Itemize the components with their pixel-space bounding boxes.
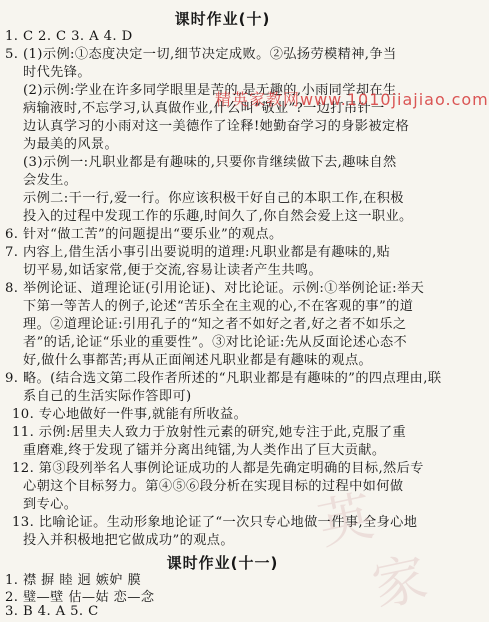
watermark-stamp: 家 — [366, 545, 433, 619]
answer-line: 为最美的风景。 — [23, 137, 119, 152]
answer-line: 下第一等苦人的例子,论述“苦乐全在主观的心,不在客观的事”的道 — [23, 299, 414, 314]
answer-line: 示例二:干一行,爱一行。你应该积极干好自己的本职工作,在积极 — [23, 191, 404, 206]
answer-line: 病输液时,不忘学习,认真做作业,什么叫“敬业”?一边打吊针一 — [23, 101, 385, 116]
watermark-stamp: 英 — [312, 483, 379, 557]
answer-line: 8. 举例论证、道理论证(引用论证)、对比论证。示例:①举例论证:举天 — [5, 281, 425, 296]
answer-line: 心朝这个目标努力。第④⑤⑥段分析在实现目标的过程中如何做 — [23, 479, 404, 494]
answer-line: 5. (1)示例:①态度决定一切,细节决定成败。②弘扬劳模精神,争当 — [5, 47, 397, 62]
answer-line: 10. 专心地做好一件事,就能有所收益。 — [12, 407, 248, 422]
answer-line: 投入的过程中发现工作的乐趣,时间久了,你自然会爱上这一职业。 — [23, 209, 413, 224]
answer-line: (2)示例:学业在许多同学眼里是苦的,是无趣的,小雨同学却在生 — [23, 83, 397, 98]
answer-line: 7. 内容上,借生活小事引出要说明的道理:凡职业都是有趣味的,贴 — [5, 245, 391, 260]
answer-line: 9. 略。(结合选文第二段作者所述的“凡职业都是有趣味的”的四点理由,联 — [5, 371, 442, 386]
answer-line: 投入并积极地把它做成功”的观点。 — [23, 533, 234, 548]
answer-line: 切平易,如话家常,便于交流,容易让读者产生共鸣。 — [23, 263, 323, 278]
answer-line: 好,做什么事都苦;再从正面阐述凡职业都是有趣味的观点。 — [23, 353, 373, 368]
answer-line: 重磨难,终于发现了镭并分离出纯镭,为人类作出了巨大贡献。 — [23, 443, 386, 458]
section-title-10: 课时作业(十) — [174, 10, 271, 28]
answer-line: 11. 示例:居里夫人致力于放射性元素的研究,她专注于此,克服了重 — [12, 425, 407, 440]
answer-line: 1. C 2. C 3. A 4. D — [5, 29, 133, 44]
answer-line: 时代先锋。 — [23, 65, 91, 80]
answer-line: 12. 第③段列举名人事例论证成功的人都是先确定明确的目标,然后专 — [12, 461, 424, 476]
answer-line: 1. 襟 摒 睦 迥 嫉妒 膜 — [5, 573, 142, 588]
answer-line: 会发生。 — [23, 173, 78, 188]
section-title-11: 课时作业(十一) — [166, 554, 279, 572]
answer-line: 边认真学习的小雨对这一美德作了诠释!她勤奋学习的身影被定格 — [23, 119, 410, 134]
answer-line: 3. B 4. A 5. C — [5, 604, 99, 619]
answer-line: 系自己的生活实际作答即可) — [23, 389, 192, 404]
answer-line: 2. 璧—壁 估—姑 恋—念 — [5, 590, 155, 605]
answer-line: 6. 针对“做工苦”的问题提出“要乐业”的观点。 — [5, 227, 283, 242]
answer-line: 到专心。 — [23, 497, 78, 512]
answer-line: 者”的话,论证“乐业的重要性”。③对比论证:先从反面论述心态不 — [23, 335, 408, 350]
watermark-text: 精英家教网www.1010jiajiao.com — [215, 90, 489, 109]
answer-line: 理。②道理论证:引用孔子的“知之者不如好之者,好之者不如乐之 — [23, 317, 407, 332]
answer-line: 13. 比喻论证。生动形象地论证了“一次只专心地做一件事,全身心地 — [12, 515, 418, 530]
answer-line: (3)示例一:凡职业都是有趣味的,只要你肯继续做下去,趣味自然 — [23, 155, 397, 170]
